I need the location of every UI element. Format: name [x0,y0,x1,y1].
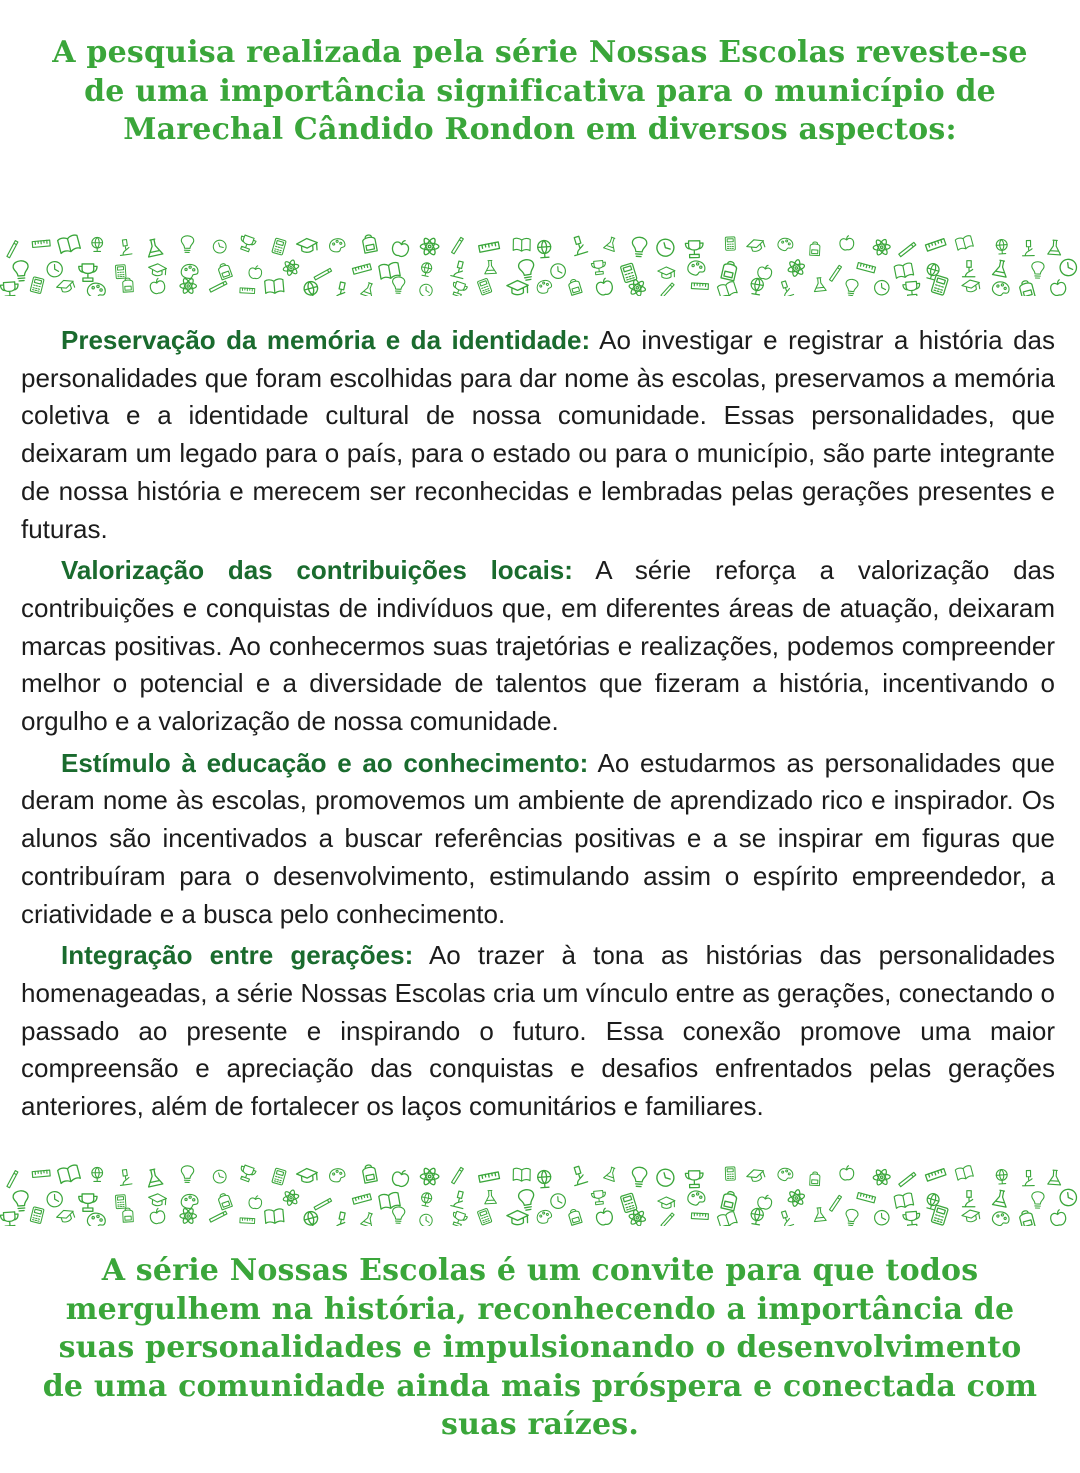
microscope-icon [777,280,793,296]
microscope-icon [777,1210,793,1226]
clock-icon [47,1191,63,1207]
flask-icon [992,1189,1009,1207]
lightbulb-icon [181,1166,194,1183]
ruler-icon [240,288,255,294]
microscope-icon [451,1190,467,1209]
trophy-icon [685,241,703,258]
ruler-icon [857,263,876,273]
lightbulb-icon [181,236,194,253]
trophy-icon [450,1210,468,1226]
atom-icon [180,277,197,295]
graduation-cap-icon [507,280,529,295]
intro-heading: A pesquisa realizada pela série Nossas Escolas reveste-se de uma importância significativa para o município de Marechal Cândido Rondon em diversos aspectos: [52,35,1028,147]
flask-icon [604,236,619,252]
apple-icon [840,235,855,250]
trophy-icon [685,1171,703,1188]
paint-palette-icon [687,260,706,276]
graduation-cap-icon [745,237,766,254]
school-doodle-band-top [0,230,1080,296]
paint-palette-icon [328,1167,346,1183]
paint-palette-icon [777,237,794,252]
trophy-icon [79,264,97,281]
graduation-cap-icon [961,1209,980,1224]
calculator-icon [30,277,44,294]
backpack-icon [1018,279,1035,296]
backpack-icon [1018,1209,1035,1226]
calculator-icon [115,265,126,279]
calculator-icon [30,1207,44,1224]
atom-icon [420,237,438,256]
pencil-icon [313,1195,332,1214]
paragraph-lead: Estímulo à educação e ao conhecimento: [61,747,589,778]
ruler-icon [32,1170,50,1177]
clock-icon [47,261,63,277]
ruler-icon [925,1169,945,1181]
paint-palette-icon [535,1209,553,1226]
clock-icon [550,263,566,279]
atom-icon [786,257,807,279]
paint-palette-icon [991,1210,1010,1226]
apple-icon [840,1165,855,1180]
backpack-icon [123,1208,134,1222]
globe-icon [92,1167,103,1181]
calculator-icon [272,1168,286,1185]
microscope-icon [332,1211,349,1226]
calculator-icon [272,238,286,255]
pencil-icon [3,1170,21,1188]
pencil-icon [660,1213,674,1226]
ruler-icon [352,1194,371,1204]
paragraph-body: Ao estudarmos as personalidades que deram nome às escolas, promovemos um ambiente de aprendizado rico e inspirador. Os alunos são incentivados a buscar referências positivas e a se inspirar em figuras que contribuíram para o desenvolvimento, estimulando assim o espírito empreendedor, a criatividade e a busca pelo conhecimento. [21,747,1055,929]
atom-icon [420,1167,438,1186]
book-icon [513,1168,530,1181]
graduation-cap-icon [55,277,76,294]
clock-icon [550,1193,566,1209]
calculator-icon [725,237,735,251]
book-icon [955,1165,973,1181]
pencil-icon [3,240,21,258]
apple-icon [1050,1209,1067,1226]
apple-icon [757,1194,773,1210]
ruler-icon [240,1218,255,1224]
book-icon [265,1209,284,1225]
backpack-icon [568,278,583,295]
lightbulb-icon [845,279,859,296]
clock-icon [874,1210,889,1225]
apple-icon [1050,279,1067,296]
globe-icon [420,1192,432,1207]
clock-icon [655,1167,676,1188]
clock-icon [1059,258,1077,276]
pencil-icon [209,1207,228,1226]
calculator-icon [931,1205,948,1225]
flask-icon [992,259,1009,277]
lightbulb-icon [518,259,536,281]
calculator-icon [931,275,948,295]
paragraph-body: Ao trazer à tona as histórias das personalidades homenageadas, a série Nossas Escolas cria um vínculo entre as gerações, conectando o passado ao presente e inspirando o futuro. Essa conexão promove uma maior compreensão e apreciação das conquistas e desafios enfrentados pelas gerações anteriores, além de fortalecer os laços comunitários e familiares. [21,940,1055,1122]
lightbulb-icon [392,1207,405,1224]
book-icon [955,235,973,251]
ruler-icon [479,242,500,252]
book-icon [717,281,737,296]
flask-icon [1048,1170,1062,1185]
trophy-icon [0,282,19,296]
clock-icon [420,1214,433,1226]
globe-icon [537,240,551,258]
clock-icon [655,237,676,258]
trophy-icon [591,1190,606,1205]
globe-icon [537,1170,551,1188]
atom-icon [627,1207,647,1226]
calculator-icon [725,1167,735,1181]
clock-icon [212,239,228,255]
trophy-icon [237,234,256,253]
apple-icon [249,1195,262,1209]
graduation-cap-icon [296,238,318,253]
ruler-icon [691,1213,708,1219]
flask-icon [361,1211,377,1226]
paragraph-body: Ao investigar e registrar a história das personalidades que foram escolhidas para dar nome às escolas, preservamos a memória coletiva e a identidade cultural de nossa comunidade. Essas personalidades, que deixaram um legado para o país, para o estado ou para o município, são parte integrante de nossa história e merecem ser reconhecidas e lembradas pelas gerações presentes e futuras. [21,325,1055,544]
backpack-icon [568,1208,583,1225]
ruler-icon [352,264,371,274]
ruler-icon [925,239,945,251]
atom-icon [281,258,300,278]
clock-icon [212,1169,228,1185]
backpack-icon [217,262,232,280]
book-icon [513,238,530,251]
ruler-icon [32,240,50,247]
globe-icon [996,1169,1008,1184]
paint-palette-icon [991,280,1010,296]
apple-icon [149,1207,166,1224]
calculator-icon [115,1195,126,1209]
microscope-icon [962,1191,974,1207]
pencil-icon [827,1195,844,1212]
clock-icon [420,284,433,296]
microscope-icon [570,1165,588,1186]
apple-icon [595,1207,613,1226]
pencil-icon [449,1167,466,1184]
atom-icon [873,1168,891,1187]
pencil-icon [899,241,917,259]
pencil-icon [313,265,332,284]
apple-icon [391,238,411,258]
globe-icon [92,237,103,251]
flask-icon [813,277,826,291]
paragraph-integration [21,937,1055,1126]
paint-palette-icon [687,1190,706,1206]
ruler-icon [479,1172,500,1182]
paint-palette-icon [328,237,346,253]
calculator-icon [477,1208,492,1225]
apple-icon [149,277,166,294]
paragraph-education [21,745,1055,934]
lightbulb-icon [845,1209,859,1226]
microscope-icon [1022,1170,1034,1185]
microscope-icon [332,281,349,296]
flask-icon [813,1207,826,1221]
paint-palette-icon [181,1194,198,1209]
backpack-icon [362,234,378,253]
microscope-icon [570,235,588,256]
paint-palette-icon [181,264,198,279]
atom-icon [180,1207,197,1225]
microscope-icon [1022,240,1034,255]
flask-icon [604,1166,619,1182]
graduation-cap-icon [507,1210,529,1225]
pencil-icon [899,1171,917,1189]
paragraph-body: A série reforça a valorização das contribuições e conquistas de indivíduos que, em diferentes áreas de atuação, deixaram marcas positivas. Ao conhecermos suas trajetórias e realizações, podemos compreender melhor o potencial e a diversidade de talentos que fizeram a história, incentivando o orgulho e a valorização de nossa comunidade. [21,555,1056,737]
closing-heading: A série Nossas Escolas é um convite para que todos mergulhem na história, reconhecendo a importância de suas personalidades e impulsionando o desenvolvimento de uma comunidade ainda mais próspera e conectada com suas raízes. [42,1253,1038,1442]
backpack-icon [217,1192,232,1210]
trophy-icon [0,1212,19,1226]
apple-icon [757,264,773,280]
pencil-icon [827,265,844,282]
pencil-icon [449,237,466,254]
graduation-cap-icon [658,1197,675,1209]
apple-icon [595,277,613,296]
ruler-icon [691,283,708,289]
lightbulb-icon [1031,1192,1044,1209]
body-text [21,322,1055,1130]
graduation-cap-icon [148,1193,167,1206]
school-doodle-pattern [0,230,1080,296]
trophy-icon [237,1164,256,1183]
globe-icon [303,280,321,296]
lightbulb-icon [13,1190,29,1211]
graduation-cap-icon [745,1167,766,1184]
calculator-icon [477,278,492,295]
book-icon [265,279,284,295]
paint-palette-icon [86,1212,106,1226]
lightbulb-icon [631,1167,647,1187]
microscope-icon [451,260,467,279]
paragraph-lead: Integração entre gerações: [61,940,414,971]
lightbulb-icon [1031,262,1044,279]
atom-icon [873,238,891,257]
microscope-icon [118,239,132,255]
paint-palette-icon [86,282,106,296]
flask-icon [484,260,496,274]
atom-icon [281,1188,300,1208]
apple-icon [249,265,262,279]
backpack-icon [123,278,134,292]
pencil-icon [209,277,228,296]
atom-icon [786,1187,807,1209]
book-icon [57,1164,80,1184]
book-icon [717,1211,737,1226]
trophy-icon [450,280,468,296]
paragraph-lead: Valorização das contribuições locais: [61,555,573,586]
trophy-icon [591,260,606,275]
graduation-cap-icon [961,279,980,294]
ruler-icon [857,1193,876,1203]
microscope-icon [118,1169,132,1185]
book-icon [894,262,914,279]
globe-icon [750,1208,765,1226]
lightbulb-icon [631,237,647,257]
globe-icon [420,262,432,277]
backpack-icon [362,1164,378,1183]
trophy-icon [903,281,921,296]
microscope-icon [962,261,974,277]
globe-icon [750,278,765,296]
apple-icon [391,1168,411,1188]
backpack-icon [721,260,738,281]
graduation-cap-icon [658,267,675,279]
flask-icon [361,281,377,296]
lightbulb-icon [392,277,405,294]
paint-palette-icon [777,1167,794,1182]
globe-icon [996,239,1008,254]
pencil-icon [660,283,674,296]
graduation-cap-icon [296,1168,318,1183]
trophy-icon [79,1194,97,1211]
lightbulb-icon [518,1189,536,1211]
atom-icon [627,277,647,296]
lightbulb-icon [13,260,29,281]
book-icon [57,234,80,254]
paragraph-preservation [21,322,1055,548]
paragraph-valorization [21,552,1055,741]
clock-icon [1059,1188,1077,1206]
school-doodle-band-bottom [0,1160,1080,1226]
flask-icon [484,1190,496,1204]
backpack-icon [810,242,820,256]
paint-palette-icon [535,279,553,296]
graduation-cap-icon [55,1207,76,1224]
globe-icon [303,1210,321,1226]
backpack-icon [721,1190,738,1211]
flask-icon [145,238,163,257]
graduation-cap-icon [148,263,167,276]
book-icon [894,1192,914,1209]
flask-icon [1048,240,1062,255]
flask-icon [145,1168,163,1187]
trophy-icon [903,1211,921,1226]
backpack-icon [810,1172,820,1186]
school-doodle-pattern [0,1160,1080,1226]
paragraph-lead: Preservação da memória e da identidade: [61,325,591,355]
clock-icon [874,280,889,295]
